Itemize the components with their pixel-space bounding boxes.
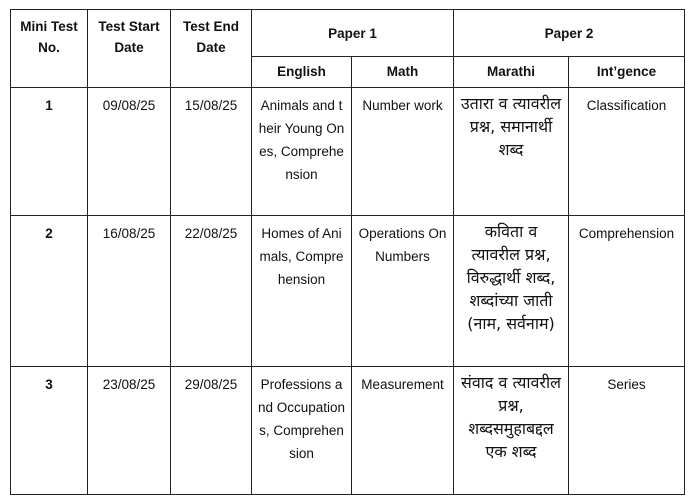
math-cell: Measurement [352,367,454,495]
header-test-end-date: Test End Date [171,10,252,88]
table-row [11,88,685,216]
header-english: English [252,57,352,88]
marathi-cell: कविता व त्यावरील प्रश्न, विरुद्धार्थी शब्द, शब्दांच्या जाती (नाम, सर्वनाम) [454,216,569,367]
header-test-start-date: Test Start Date [88,10,171,88]
english-cell: Homes of Animals, Comprehension [252,216,352,367]
end-date-cell: 22/08/25 [171,216,252,367]
mini-test-no-cell: 2 [11,216,88,367]
mini-test-no-cell: 1 [11,88,88,216]
header-paper-1: Paper 1 [252,10,454,57]
header-math: Math [352,57,454,88]
start-date-cell: 23/08/25 [88,367,171,495]
intelligence-cell: Comprehension [569,216,685,367]
english-cell: Professions and Occupations, Comprehension [252,367,352,495]
start-date-cell: 09/08/25 [88,88,171,216]
header-paper-2: Paper 2 [454,10,685,57]
math-cell: Operations On Numbers [352,216,454,367]
marathi-cell: उतारा व त्यावरील प्रश्न, समानार्थी शब्द [454,88,569,216]
english-cell: Animals and their Young Ones, Comprehension [252,88,352,216]
mini-test-no-cell: 3 [11,367,88,495]
test-schedule-table [10,9,685,495]
header-marathi: Marathi [454,57,569,88]
table-row [11,367,685,495]
math-cell: Number work [352,88,454,216]
marathi-cell: संवाद व त्यावरील प्रश्न, शब्दसमुहाबद्दल एक शब्द [454,367,569,495]
header-mini-test-no: Mini Test No. [11,10,88,88]
end-date-cell: 15/08/25 [171,88,252,216]
header-intelligence: Int’gence [569,57,685,88]
table-row [11,216,685,367]
start-date-cell: 16/08/25 [88,216,171,367]
end-date-cell: 29/08/25 [171,367,252,495]
intelligence-cell: Classification [569,88,685,216]
intelligence-cell: Series [569,367,685,495]
